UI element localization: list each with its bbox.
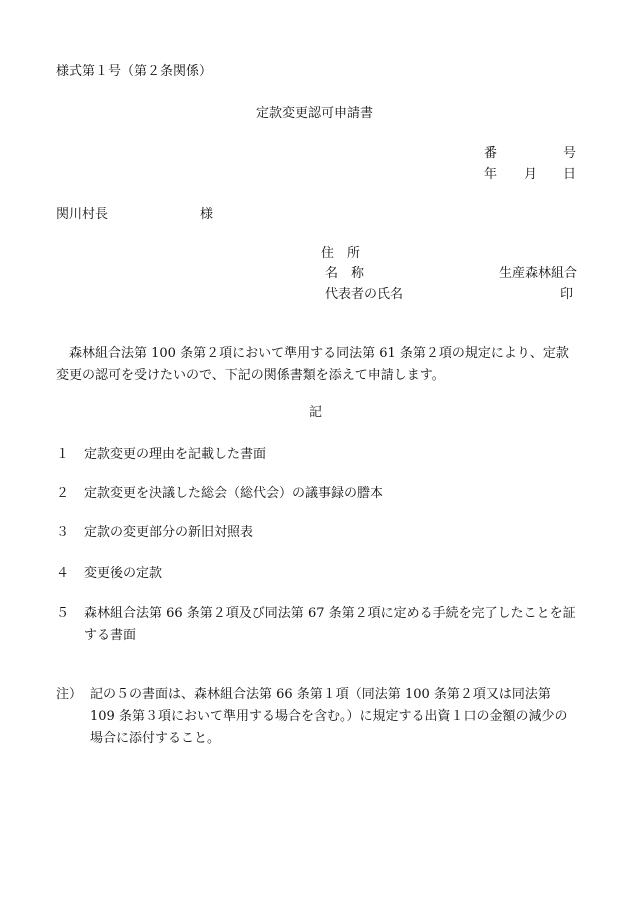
list-item-text: 定款の変更部分の新旧対照表 bbox=[84, 525, 254, 540]
date-year: 年 bbox=[484, 167, 498, 182]
number-label: 番 bbox=[484, 146, 498, 161]
document-title: 定款変更認可申請書 bbox=[256, 106, 374, 121]
list-item-text: 定款変更の理由を記載した書面 bbox=[84, 447, 267, 462]
ki-heading: 記 bbox=[309, 405, 323, 420]
list-item bbox=[56, 522, 578, 544]
date-month: 月 bbox=[524, 167, 538, 182]
applicant-name-value: 生産森林組合 bbox=[499, 266, 578, 281]
list-item-text: 変更後の定款 bbox=[84, 566, 163, 581]
list-item-text: 定款変更を決議した総会（総代会）の議事録の謄本 bbox=[84, 486, 384, 501]
addressee-honorific: 様 bbox=[200, 207, 214, 222]
seal-mark: 印 bbox=[560, 287, 574, 302]
list-item-number: ３ bbox=[56, 525, 70, 540]
list-item bbox=[56, 483, 578, 505]
list-item-text: 森林組合法第 66 条第２項及び同法第 67 条第２項に定める手続を完了したことを証する書面 bbox=[84, 606, 576, 643]
applicant-name-label: 名 称 bbox=[325, 266, 365, 281]
list-item bbox=[56, 603, 578, 647]
list-item-number: １ bbox=[56, 447, 70, 462]
note-label: 注） bbox=[56, 687, 83, 702]
date-day: 日 bbox=[563, 167, 577, 182]
form-number: 様式第１号（第２条関係） bbox=[56, 64, 213, 79]
note-text: 記の５の書面は、森林組合法第 66 条第１項（同法第 100 条第２項又は同法第 109 条第３項において準用する場合を含む。）に規定する出資１口の金額の減少の場合に添付すること。 bbox=[90, 687, 568, 746]
note bbox=[56, 684, 578, 750]
list-item-number: ４ bbox=[56, 566, 70, 581]
list-item bbox=[56, 563, 578, 585]
addressee-name: 関川村長 bbox=[56, 207, 109, 222]
list-item-number: ２ bbox=[56, 486, 70, 501]
number-suffix: 号 bbox=[563, 146, 577, 161]
list-item-number: ５ bbox=[56, 606, 70, 621]
body-paragraph: 森林組合法第 100 条第２項において準用する同法第 61 条第２項の規定により、定款変更の認可を受けたいので、下記の関係書類を添えて申請します。 bbox=[56, 346, 569, 383]
applicant-rep-label: 代表者の氏名 bbox=[325, 287, 404, 302]
applicant-address-label: 住 所 bbox=[321, 246, 361, 261]
list-item bbox=[56, 444, 578, 466]
